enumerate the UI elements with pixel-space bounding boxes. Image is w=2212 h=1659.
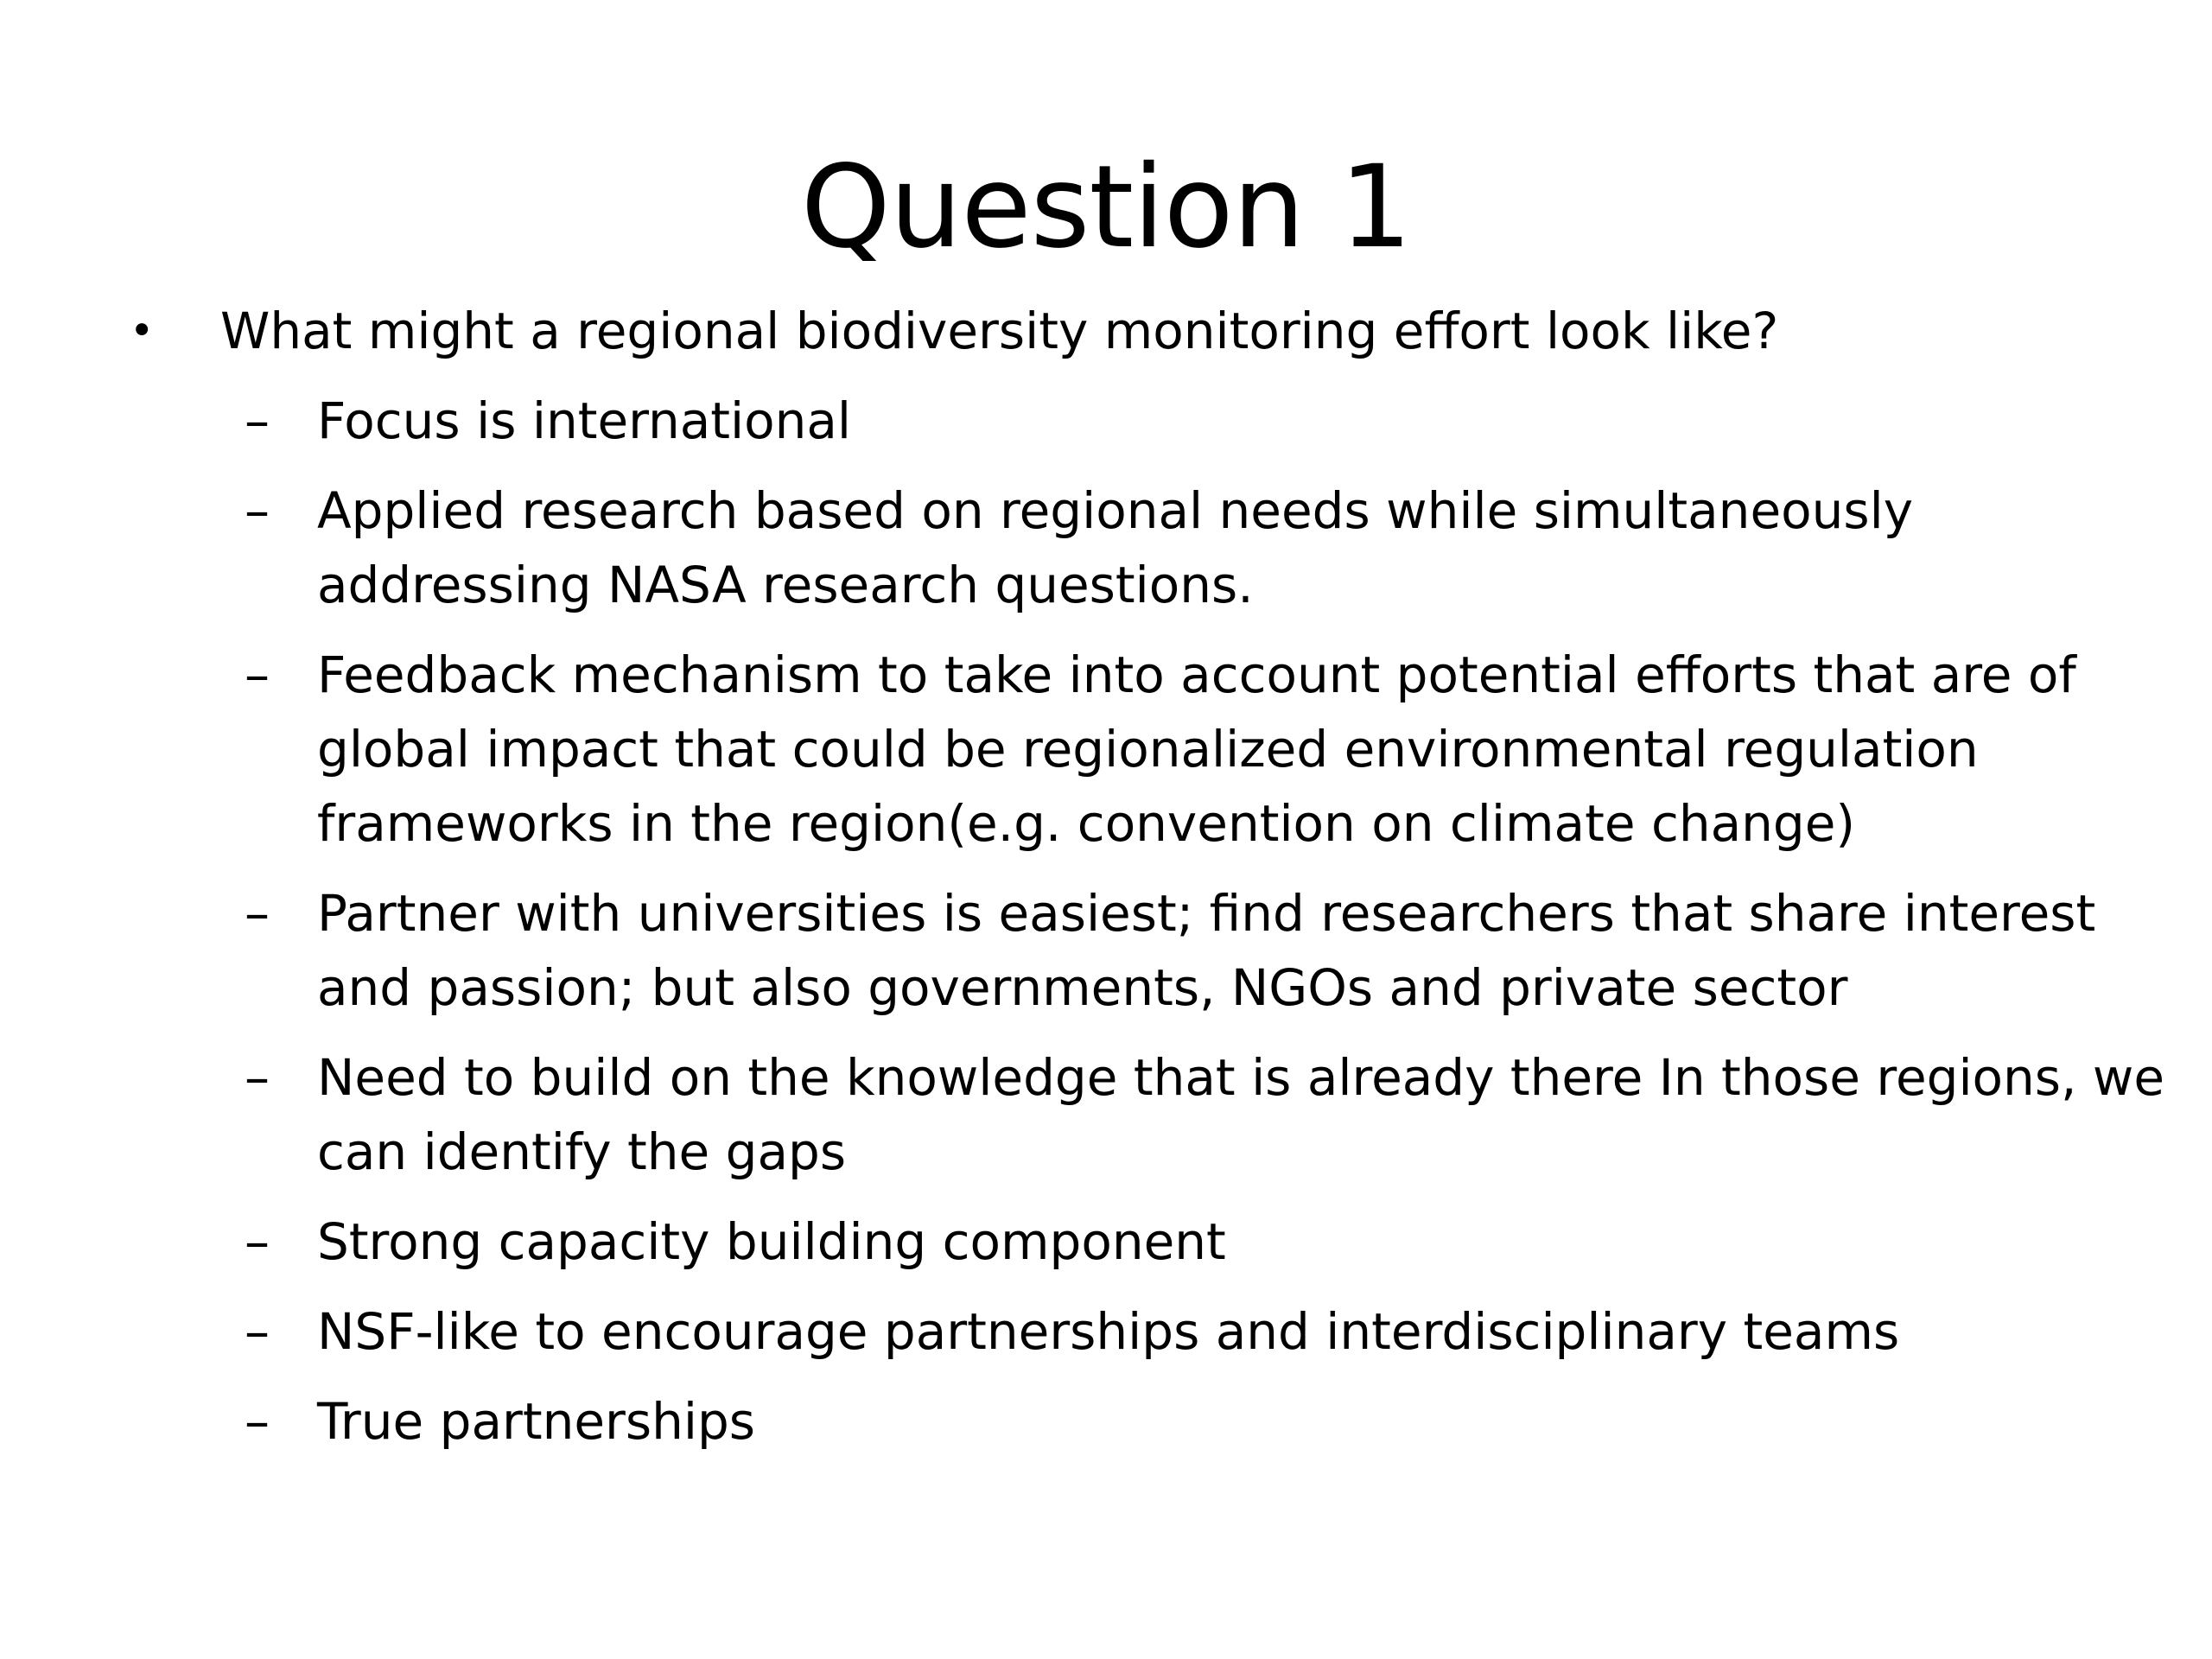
sub-item-list: [130, 384, 2165, 1459]
sub-item-knowledge: [130, 1040, 2175, 1189]
dash-icon: –: [245, 1212, 270, 1271]
sub-item-text: Partner with universities is easiest; find researchers that share interest and passion; but also governments, NGOs and private sector: [317, 884, 2096, 1017]
sub-item-text: Focus is international: [317, 391, 852, 450]
dash-icon: –: [245, 1392, 270, 1451]
sub-item-feedback: [130, 638, 2175, 861]
sub-item-nsf-like: [130, 1294, 2175, 1369]
bullet-text: What might a regional biodiversity monitoring effort look like?: [220, 302, 1779, 360]
sub-item-text: True partnerships: [317, 1392, 755, 1451]
sub-item-capacity: [130, 1205, 2175, 1279]
dash-icon: –: [245, 1302, 270, 1361]
dash-icon: –: [245, 481, 270, 540]
dash-icon: –: [245, 645, 270, 704]
sub-item-true-partnerships: [130, 1384, 2175, 1459]
dash-icon: –: [245, 1048, 270, 1107]
sub-item-text: Feedback mechanism to take into account potential efforts that are of global impact that could be regionalized environmental regulation frameworks in the region(e.g. convention on climate change): [317, 645, 2076, 853]
sub-item-text: Applied research based on regional needs while simultaneously addressing NASA research questions.: [317, 481, 1914, 614]
sub-item-partner: [130, 876, 2175, 1025]
sub-item-text: Need to build on the knowledge that is already there In those regions, we can identify the gaps: [317, 1048, 2165, 1181]
dash-icon: –: [245, 391, 270, 450]
slide-title: Question 1: [800, 141, 1412, 274]
dash-icon: –: [245, 884, 270, 943]
sub-item-applied-research: [130, 474, 2175, 622]
sub-item-focus: [130, 384, 2175, 458]
sub-item-text: NSF-like to encourage partnerships and interdisciplinary teams: [317, 1302, 1900, 1361]
sub-item-text: Strong capacity building component: [317, 1212, 1226, 1271]
bullet-item-question: [130, 294, 2117, 368]
slide-content: [130, 294, 2165, 1474]
bullet-dot-icon: •: [130, 307, 155, 355]
